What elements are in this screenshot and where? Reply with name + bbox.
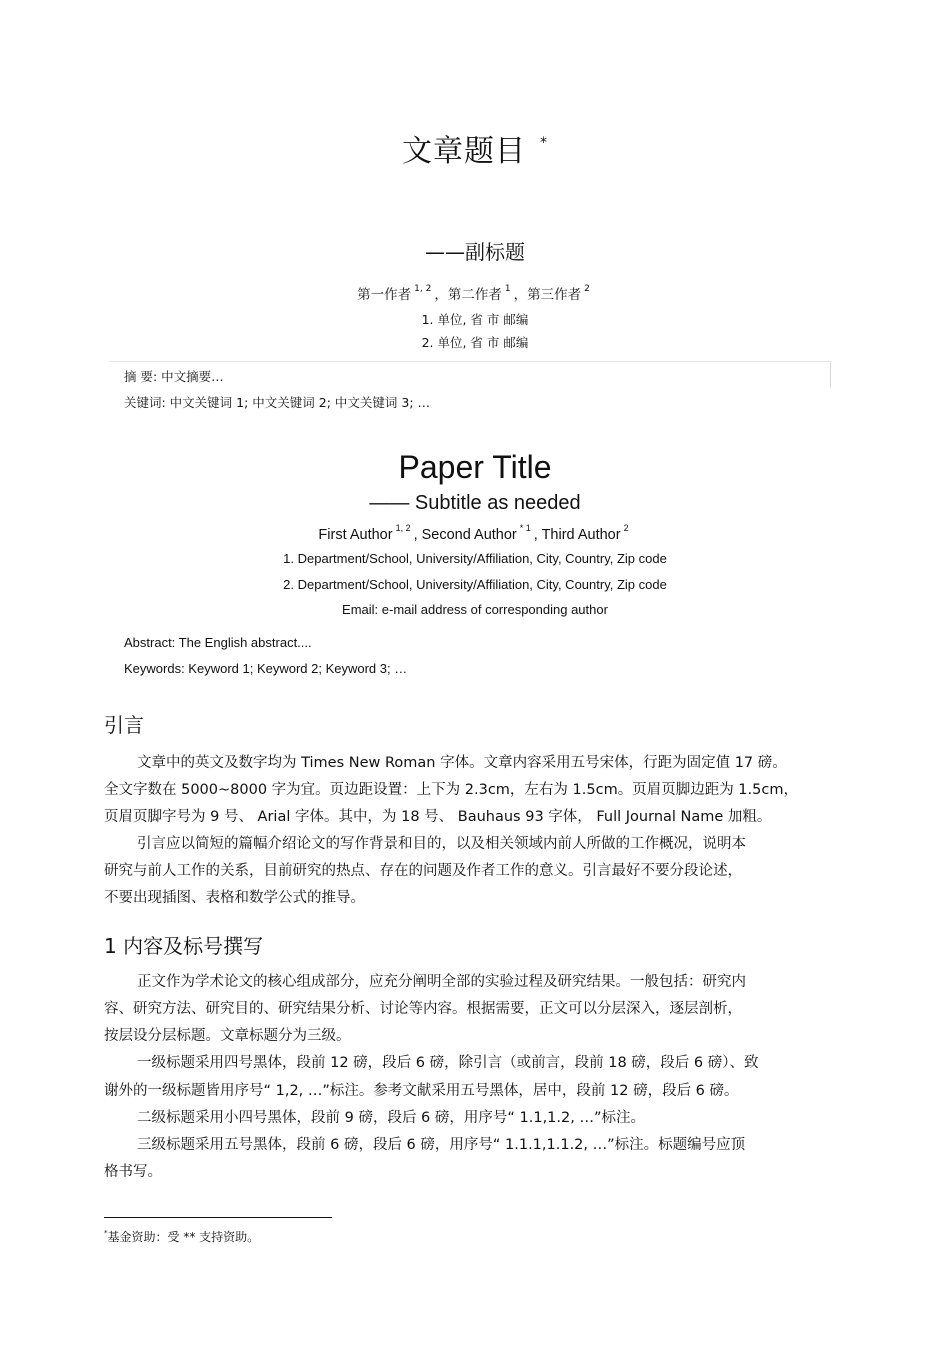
section-1-p1-line: 按层设分层标题。文章标题分为三级。 <box>104 1028 351 1044</box>
en-paper-title: Paper Title <box>398 449 552 485</box>
section-1-p3-line: 二级标题采用小四号黑体，段前 9 磅，段后 6 磅，用序号“ 1.1,1.2, …”标注。 <box>137 1110 645 1126</box>
cn-author-2: ，第二作者 <box>434 287 502 303</box>
en-author-1: First Author <box>318 527 393 543</box>
section-1-p1-line: 容、研究方法、研究目的、研究结果分析、讨论等内容。根据需要，正文可以分层深入，逐层剖析， <box>104 1001 742 1017</box>
cn-paper-title <box>0 126 950 170</box>
cn-author-1-affil: 1, 2 <box>414 284 432 294</box>
section-1-p2-line: 谢外的一级标题皆用序号“ 1,2, …”标注。参考文献采用五号黑体，居中，段前 12 磅，段后 6 磅。 <box>104 1083 739 1099</box>
intro-p2-line: 研究与前人工作的关系，目前研究的热点、存在的问题及作者工作的意义。引言最好不要分段论述， <box>104 863 742 879</box>
section-1-p4-line: 格书写。 <box>104 1164 162 1180</box>
en-subtitle: —— Subtitle as needed <box>369 492 581 514</box>
intro-p2-line: 不要出现插图、表格和数学公式的推导。 <box>104 890 365 906</box>
section-1-p2-line: 一级标题采用四号黑体，段前 12 磅，段后 6 磅，除引言（或前言，段前 18 磅，段后 6 磅）、致 <box>137 1055 759 1071</box>
intro-p2-line: 引言应以简短的篇幅介绍论文的写作背景和目的，以及相关领域内前人所做的工作概况，说明本 <box>137 836 746 852</box>
intro-heading: 引言 <box>104 713 144 737</box>
footnote-text: 基金资助：受 ** 支持资助。 <box>107 1230 260 1244</box>
cn-subtitle: ——副标题 <box>425 240 525 264</box>
cn-keywords: 关键词: 中文关键词 1; 中文关键词 2; 中文关键词 3; … <box>124 395 431 410</box>
en-affiliation-1: 1. Department/School, University/Affiliation, City, Country, Zip code <box>283 551 667 566</box>
section-1-p1-line: 正文作为学术论文的核心组成部分，应充分阐明全部的实验过程及研究结果。一般包括：研究内 <box>137 974 746 990</box>
en-abstract: Abstract: The English abstract.... <box>124 635 312 650</box>
en-author-3: , Third Author <box>533 527 621 543</box>
section-1-heading: 1 内容及标号撰写 <box>104 934 264 958</box>
footnote-mark: * <box>104 1229 108 1237</box>
intro-p1-line: 全文字数在 5000~8000 字为宜。页边距设置：上下为 2.3cm，左右为 1.5cm。页眉页脚边距为 1.5cm， <box>104 782 798 798</box>
en-author-2: , Second Author <box>413 527 517 543</box>
en-affiliation-2: 2. Department/School, University/Affiliation, City, Country, Zip code <box>283 577 667 592</box>
cn-affiliation-2: 2. 单位, 省 市 邮编 <box>421 335 529 350</box>
footnote-rule <box>104 1217 332 1218</box>
en-email: Email: e-mail address of corresponding author <box>342 602 608 617</box>
title-footnote-mark: * <box>540 135 548 151</box>
section-1-p4-line: 三级标题采用五号黑体，段前 6 磅，段后 6 磅，用序号“ 1.1.1,1.1.2, …”标注。标题编号应顶 <box>137 1137 746 1153</box>
footnote <box>104 1228 259 1245</box>
en-author-line <box>0 523 950 543</box>
cn-author-3-affil: 2 <box>584 284 590 294</box>
en-author-2-affil: * 1 <box>519 523 531 533</box>
en-keywords: Keywords: Keyword 1; Keyword 2; Keyword 3; … <box>124 661 408 676</box>
cn-abstract: 摘 要: 中文摘要… <box>124 369 224 384</box>
intro-p1-line: 文章中的英文及数字均为 Times New Roman 字体。文章内容采用五号宋体，行距为固定值 17 磅。 <box>137 755 787 771</box>
cn-author-2-affil: 1 <box>504 284 511 294</box>
cn-author-3: ，第三作者 <box>513 287 582 303</box>
intro-p1-line: 页眉页脚字号为 9 号、 Arial 字体。其中，为 18 号、 Bauhaus 93 字体， Full Journal Name 加粗。 <box>104 809 772 825</box>
en-author-1-affil: 1, 2 <box>395 523 411 533</box>
cn-affiliation-1: 1. 单位, 省 市 邮编 <box>421 312 529 327</box>
en-author-3-affil: 2 <box>623 523 629 533</box>
cn-author-1: 第一作者 <box>357 287 412 303</box>
cn-title-text: 文章题目 <box>402 134 526 169</box>
cn-author-line <box>0 283 950 303</box>
